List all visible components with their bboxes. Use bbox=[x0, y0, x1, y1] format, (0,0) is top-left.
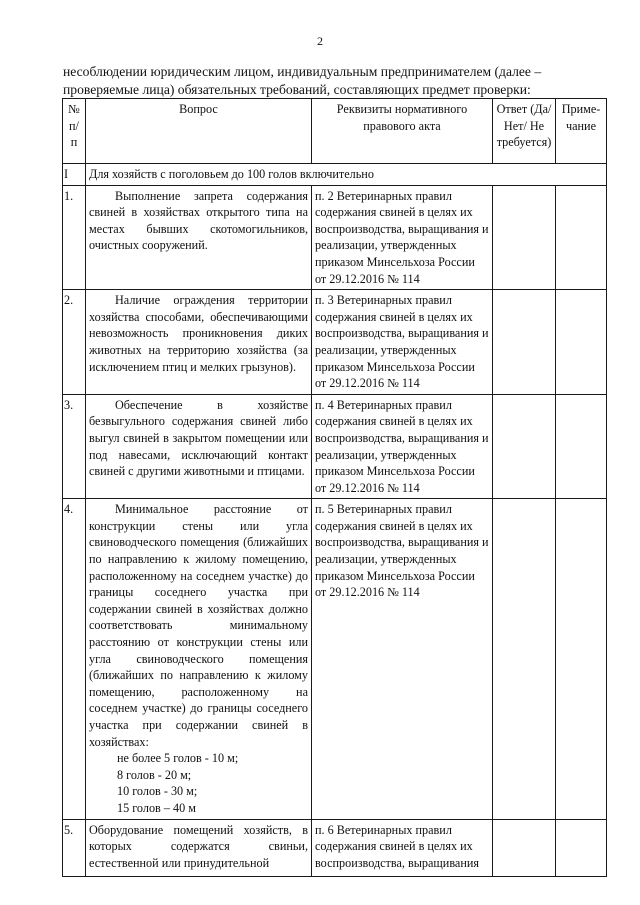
table-row bbox=[63, 185, 607, 290]
row-requisites: п. 5 Ветеринарных правил содержания свиней в целях их воспроизводства, выращивания и реализации, утвержденных приказом Минсельхоза России от 29.12.2016 № 114 bbox=[312, 499, 493, 819]
row-answer-cell[interactable] bbox=[493, 290, 556, 395]
section-num: I bbox=[63, 164, 86, 186]
row-answer-cell[interactable] bbox=[493, 819, 556, 876]
row-question bbox=[86, 499, 312, 819]
row-num: 2. bbox=[63, 290, 86, 395]
question-text: Выполнение запрета содержания свиней в хозяйствах открытого типа на местах бывших скотомогильников, очистных сооружений. bbox=[89, 188, 308, 253]
row-note-cell[interactable] bbox=[556, 185, 607, 290]
question-text: Наличие ограждения территории хозяйства способами, обеспечивающими невозможность проникновения диких животных на территорию хозяйства (за исключением птиц и мелких грызунов). bbox=[89, 293, 308, 374]
row-answer-cell[interactable] bbox=[493, 185, 556, 290]
table-row bbox=[63, 290, 607, 395]
table-row bbox=[63, 819, 607, 876]
row-requisites: п. 4 Ветеринарных правил содержания свиней в целях их воспроизводства, выращивания и реализации, утвержденных приказом Минсельхоза России от 29.12.2016 № 114 bbox=[312, 394, 493, 499]
row-question bbox=[86, 290, 312, 395]
row-note-cell[interactable] bbox=[556, 394, 607, 499]
intro-line-1: несоблюдении юридическим лицом, индивидуальным предпринимателем (далее – bbox=[63, 64, 542, 79]
row-requisites bbox=[312, 819, 493, 876]
row-requisites: п. 2 Ветеринарных правил содержания свиней в целях их воспроизводства, выращивания и реализации, утвержденных приказом Минсельхоза России от 29.12.2016 № 114 bbox=[312, 185, 493, 290]
question-text: Оборудование помещений хозяйств, в которых содержатся свиньи, естественной или принудительной bbox=[89, 822, 308, 870]
question-text: Минимальное расстояние от конструкции стены или угла свиноводческого помещения (ближайших по направлению к жилому помещению, расположенному на соседнем участке) до границы соседнего участка при содержании свиней в хозяйствах должно соответствовать минимальному расстоянию от конструкции стены или угла свиноводческого помещения (ближайших по направлению к жилому помещению, расположенному на соседнем участке) до границы соседнего участка при содержании свиней в хозяйствах: bbox=[89, 502, 308, 749]
page-number: 2 bbox=[317, 34, 323, 48]
section-title: Для хозяйств с поголовьем до 100 голов включительно bbox=[86, 164, 607, 186]
distance-item: 8 голов - 20 м; bbox=[117, 767, 192, 782]
row-num: 5. bbox=[63, 819, 86, 876]
header-answer: Ответ (Да/ Нет/ Не требуется) bbox=[493, 99, 556, 164]
row-question bbox=[86, 394, 312, 499]
header-question: Вопрос bbox=[86, 99, 312, 164]
row-num: 4. bbox=[63, 499, 86, 819]
row-note-cell[interactable] bbox=[556, 290, 607, 395]
row-answer-cell[interactable] bbox=[493, 394, 556, 499]
row-requisites: п. 3 Ветеринарных правил содержания свиней в целях их воспроизводства, выращивания и реализации, утвержденных приказом Минсельхоза России от 29.12.2016 № 114 bbox=[312, 290, 493, 395]
row-num: 1. bbox=[63, 185, 86, 290]
row-note-cell[interactable] bbox=[556, 499, 607, 819]
table-row bbox=[63, 394, 607, 499]
row-answer-cell[interactable] bbox=[493, 499, 556, 819]
distance-item: 15 голов – 40 м bbox=[117, 800, 196, 815]
question-text: Обеспечение в хозяйстве безвыгульного содержания свиней либо выгул свиней в закрытом помещении или под навесами, исключающий контакт свиней с другими животными и птицами. bbox=[89, 397, 308, 479]
row-num: 3. bbox=[63, 394, 86, 499]
distance-item: 10 голов - 30 м; bbox=[117, 784, 198, 799]
row-question bbox=[86, 819, 312, 876]
header-num: № п/п bbox=[63, 99, 86, 164]
intro-line-2: проверяемые лица) обязательных требований, составляющих предмет проверки: bbox=[63, 82, 531, 97]
requirements-table bbox=[62, 98, 607, 877]
row-note-cell[interactable] bbox=[556, 819, 607, 876]
row-question bbox=[86, 185, 312, 290]
section-row bbox=[63, 164, 607, 186]
table-header-row bbox=[63, 99, 607, 164]
distance-item: не более 5 голов - 10 м; bbox=[117, 751, 239, 766]
header-requisites: Реквизиты нормативного правового акта bbox=[312, 99, 493, 164]
table-row bbox=[63, 499, 607, 819]
header-note: Приме-чание bbox=[556, 99, 607, 164]
requisites-text: п. 6 Ветеринарных правил содержания свиней в целях их воспроизводства, выращивания bbox=[315, 822, 479, 870]
